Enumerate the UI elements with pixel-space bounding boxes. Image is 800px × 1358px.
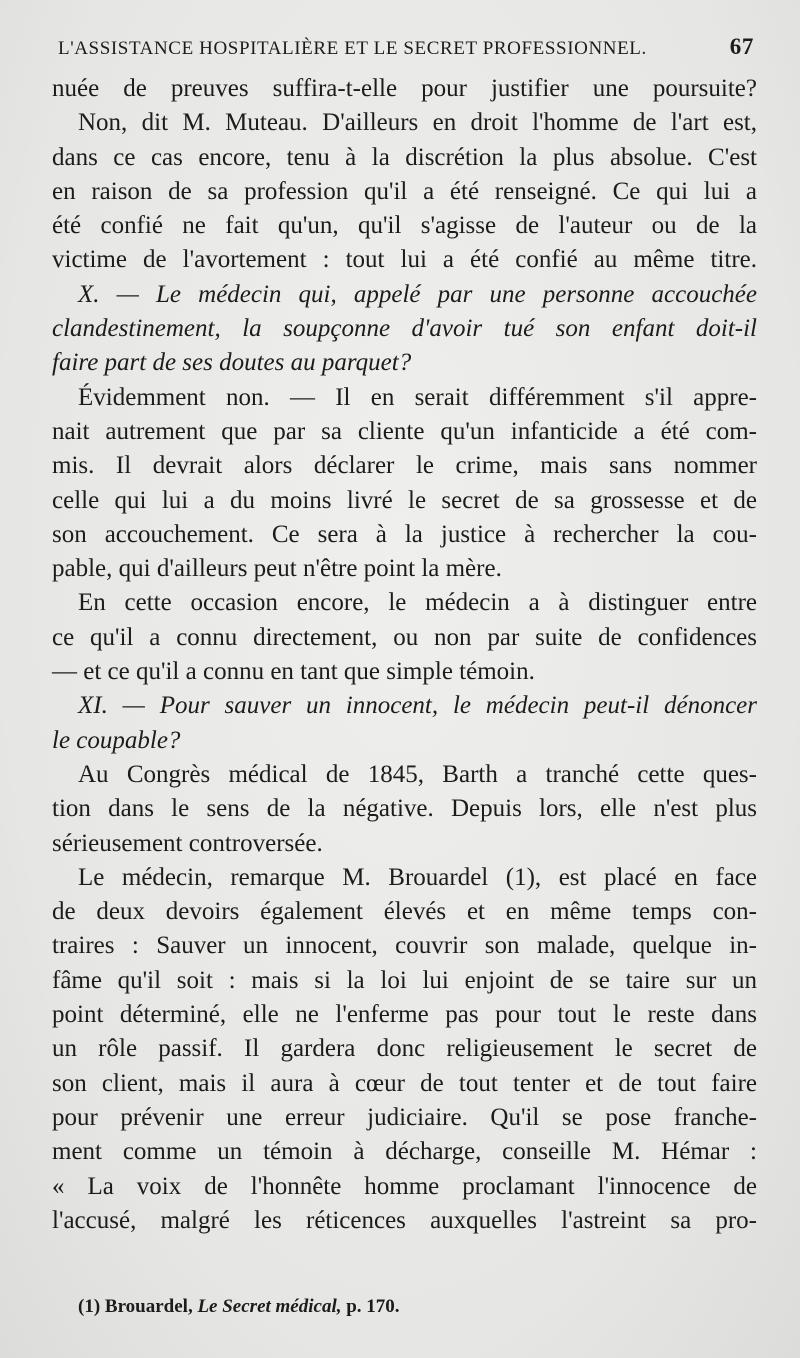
footnote-page: p. 170. [346,1296,400,1317]
text-line: ment comme un témoin à décharge, conseille M. Hémar : [52,1138,757,1166]
text-line: XI. — Pour sauver un innocent, le médecin peut-il dénoncer [78,692,757,720]
text-line: fâme qu'il soit : mais si la loi lui enjoint de se taire sur un [52,966,757,994]
footnote-work: Le Secret médical, [197,1296,342,1317]
footnote [78,1296,400,1318]
text-line: Le médecin, remarque M. Brouardel (1), est placé en face [78,863,757,891]
text-line: pour prévenir une erreur judiciaire. Qu'il se pose franche- [52,1103,757,1131]
text-line: sérieusement controversée. [52,829,323,857]
text-line: son accouchement. Ce sera à la justice à rechercher la cou- [52,520,757,548]
text-line: Évidemment non. — Il en serait différemment s'il appre- [78,383,757,411]
text-line: été confié ne fait qu'un, qu'il s'agisse de l'auteur ou de la [52,212,757,240]
text-line: faire part de ses doutes au parquet? [52,349,412,377]
text-line: le coupable? [52,726,181,754]
footnote-author: Brouardel, [104,1296,193,1317]
text-line: tion dans le sens de la négative. Depuis lors, elle n'est plus [52,795,757,823]
text-line: X. — Le médecin qui, appelé par une personne accouchée [78,280,757,308]
text-line: mis. Il devrait alors déclarer le crime, mais sans nommer [52,452,757,480]
text-line: son client, mais il aura à cœur de tout tenter et de tout faire [52,1069,757,1097]
text-line: un rôle passif. Il gardera donc religieusement le secret de [52,1035,757,1063]
text-line: Au Congrès médical de 1845, Barth a tranché cette ques- [78,760,757,788]
text-line: victime de l'avortement : tout lui a été confié au même titre. [52,246,757,274]
text-line: point déterminé, elle ne l'enferme pas pour tout le reste dans [52,1001,757,1029]
text-line: nait autrement que par sa cliente qu'un infanticide a été com- [52,417,757,445]
text-line: — et ce qu'il a connu en tant que simple témoin. [52,658,535,686]
running-header [58,34,754,60]
text-line: celle qui lui a du moins livré le secret de sa grossesse et de [52,486,757,514]
body-text [52,72,757,1238]
header-title: L'ASSISTANCE HOSPITALIÈRE ET LE SECRET PROFESSIONNEL. [58,38,647,59]
footnote-marker: (1) [78,1296,101,1317]
text-line: « La voix de l'honnête homme proclamant l'innocence de [52,1172,757,1200]
text-line: En cette occasion encore, le médecin a à distinguer entre [78,589,757,617]
text-line: Non, dit M. Muteau. D'ailleurs en droit l'homme de l'art est, [78,109,757,137]
text-line: l'accusé, malgré les réticences auxquelles l'astreint sa pro- [52,1206,757,1234]
text-line: ce qu'il a connu directement, ou non par suite de confidences [52,623,757,651]
text-line: nuée de preuves suffira-t-elle pour justifier une poursuite? [52,75,757,102]
text-line: dans ce cas encore, tenu à la discrétion la plus absolue. C'est [52,143,757,171]
text-line: clandestinement, la soupçonne d'avoir tué son enfant doit-il [52,315,757,343]
page-number: 67 [729,34,754,59]
text-line: en raison de sa profession qu'il a été renseigné. Ce qui lui a [52,177,757,205]
text-line: traires : Sauver un innocent, couvrir son malade, quelque in- [52,932,757,960]
text-line: pable, qui d'ailleurs peut n'être point la mère. [52,555,502,583]
text-line: de deux devoirs également élevés et en même temps con- [52,898,757,926]
